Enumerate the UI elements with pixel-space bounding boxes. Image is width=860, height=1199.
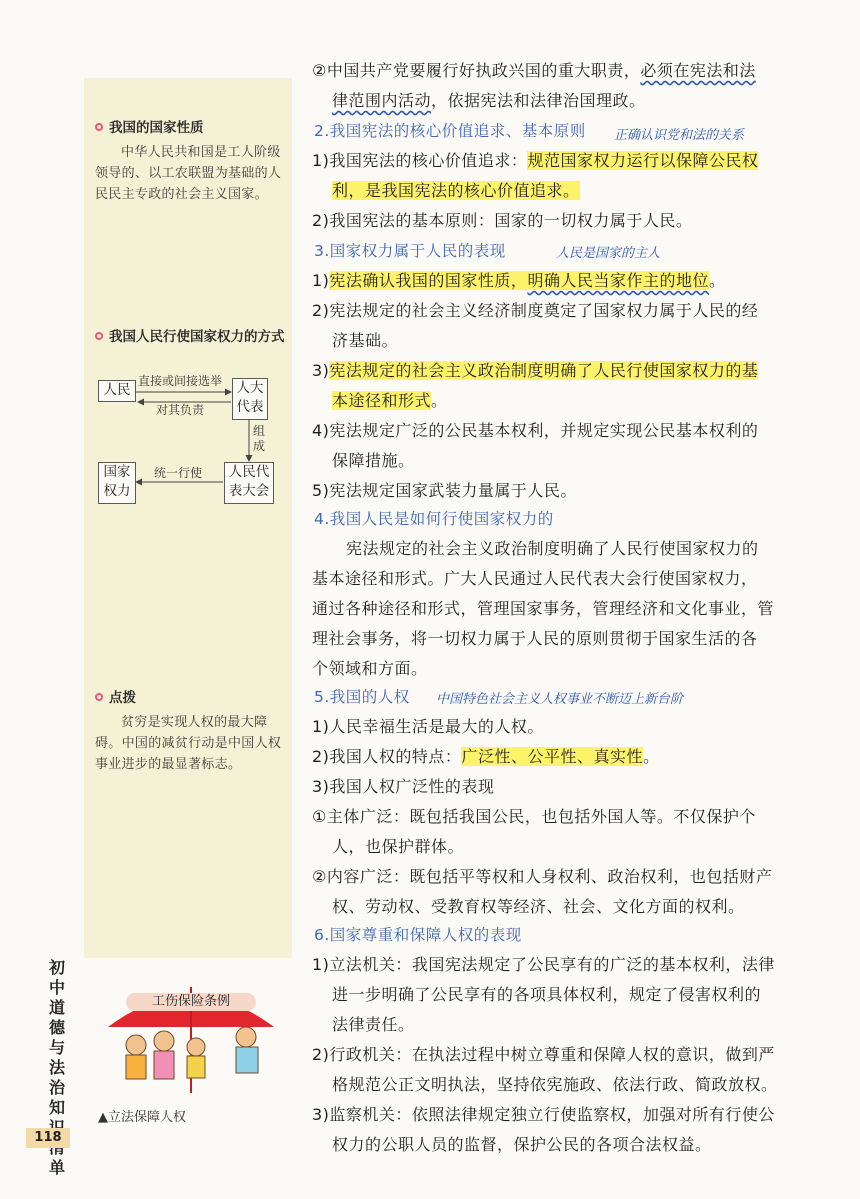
flow-state-power: 国家权力 [98,462,136,504]
umbrella-label: 工伤保险条例 [126,993,256,1011]
text-line: 1)宪法确认我国的国家性质，明确人民当家作主的地位。 [312,271,726,290]
text-line: ②内容广泛：既包括平等权和人身权利、政治权利，也包括财产 [312,867,773,886]
umbrella-illustration [96,975,286,1105]
text-line: 2)我国人权的特点：广泛性、公平性、真实性。 [312,747,660,766]
bullet-icon [95,693,103,701]
sidebar-tip-block [95,688,285,775]
flow-arrows [98,378,278,506]
handwritten-note: 正确认识党和法的关系 [614,128,745,143]
text-line: 4)宪法规定广泛的公民基本权利，并规定实现公民基本权利的 [312,421,759,440]
text-line: 2)行政机关：在执法过程中树立尊重和保障人权的意识，做到严 [312,1045,775,1064]
text-line: 理社会事务，将一切权力属于人民的原则贯彻于国家生活的各 [312,629,758,648]
sidebar-power-block [95,327,285,348]
flow-label-compose: 组成 [253,424,266,453]
text-line: ②中国共产党要履行好执政兴国的重大职责，必须在宪法和法 [312,61,756,80]
text-line: 济基础。 [332,331,399,350]
flow-congress: 人民代表大会 [224,462,274,504]
text-line: 宪法规定的社会主义政治制度明确了人民行使国家权力的 [346,539,759,558]
text-line: 1)人民幸福生活是最大的人权。 [312,717,544,736]
text-line: 利，是我国宪法的核心价值追求。 [332,181,580,200]
text-line: 权、劳动权、受教育权等经济、社会、文化方面的权利。 [332,897,745,916]
sidebar-nature-text: 中华人民共和国是工人阶级领导的、以工农联盟为基础的人民民主专政的社会主义国家。 [95,145,282,202]
text-line: ①主体广泛：既包括我国公民，也包括外国人等。不仅保护个 [312,807,756,826]
sidebar-panel [84,78,292,958]
text-line: 3)宪法规定的社会主义政治制度明确了人民行使国家权力的基 [312,361,759,380]
flow-label-responsible: 对其负责 [156,403,205,417]
text-line: 人，也保护群体。 [332,837,465,856]
text-line: 格规范公正文明执法，坚持依宪施政、依法行政、简政放权。 [332,1075,778,1094]
handwritten-note: 中国特色社会主义人权事业不断迈上新台阶 [436,692,684,707]
text-line: 3)我国人权广泛性的表现 [312,777,495,796]
flow-deputies: 人大代表 [232,378,268,420]
sidebar-nature-block [95,118,285,205]
sidebar-power-title: 我国人民行使国家权力的方式 [109,329,285,345]
flow-label-unify: 统一行使 [154,466,203,480]
section-heading-4: 4.我国人民是如何行使国家权力的 [314,510,554,528]
text-line: 律范围内活动，依据宪法和法律治国理政。 [332,91,646,110]
text-line: 5)宪法规定国家武装力量属于人民。 [312,481,577,500]
text-line: 法律责任。 [332,1015,415,1034]
sidebar-tip-title: 点拨 [109,690,136,706]
text-line: 本途径和形式。 [332,391,448,410]
text-line: 2)宪法规定的社会主义经济制度奠定了国家权力属于人民的经 [312,301,759,320]
text-line: 权力的公职人员的监督，保护公民的各项合法权益。 [332,1135,712,1154]
text-line: 进一步明确了公民享有的各项具体权利，规定了侵害权利的 [332,985,762,1004]
section-heading-5: 5.我国的人权 [314,688,410,706]
text-line: 1)立法机关：我国宪法规定了公民享有的广泛的基本权利，法律 [312,955,775,974]
illustration-caption: ▲立法保障人权 [98,1110,186,1125]
text-line: 基本途径和形式。广大人民通过人民代表大会行使国家权力， [312,569,758,588]
flow-label-elect: 直接或间接选举 [138,374,223,388]
sidebar-nature-title: 我国的国家性质 [109,120,204,136]
text-line: 2)我国宪法的基本原则：国家的一切权力属于人民。 [312,211,693,230]
text-line: 1)我国宪法的核心价值追求：规范国家权力运行以保障公民权 [312,151,759,170]
section-heading-2: 2.我国宪法的核心价值追求、基本原则 [314,122,586,140]
text-line: 3)监察机关：依照法律规定独立行使监察权，加强对所有行使公 [312,1105,775,1124]
section-heading-6: 6.国家尊重和保障人权的表现 [314,926,522,944]
flow-people: 人民 [98,380,136,402]
sidebar-tip-text: 贫穷是实现人权的最大障碍。中国的减贫行动是中国人权事业进步的最显著标志。 [95,715,282,772]
text-line: 保障措施。 [332,451,415,470]
power-flow-diagram [98,374,278,506]
handwritten-note: 人民是国家的主人 [556,246,661,261]
page-number: 118 [26,1128,70,1148]
section-heading-3: 3.国家权力属于人民的表现 [314,242,506,260]
text-line: 个领域和方面。 [312,659,428,678]
vertical-book-title: 初中道德与法治知 单 [48,958,65,1177]
bullet-icon [95,332,103,340]
text-line: 通过各种途径和形式，管理国家事务，管理经济和文化事业，管 [312,599,775,618]
bullet-icon [95,123,103,131]
